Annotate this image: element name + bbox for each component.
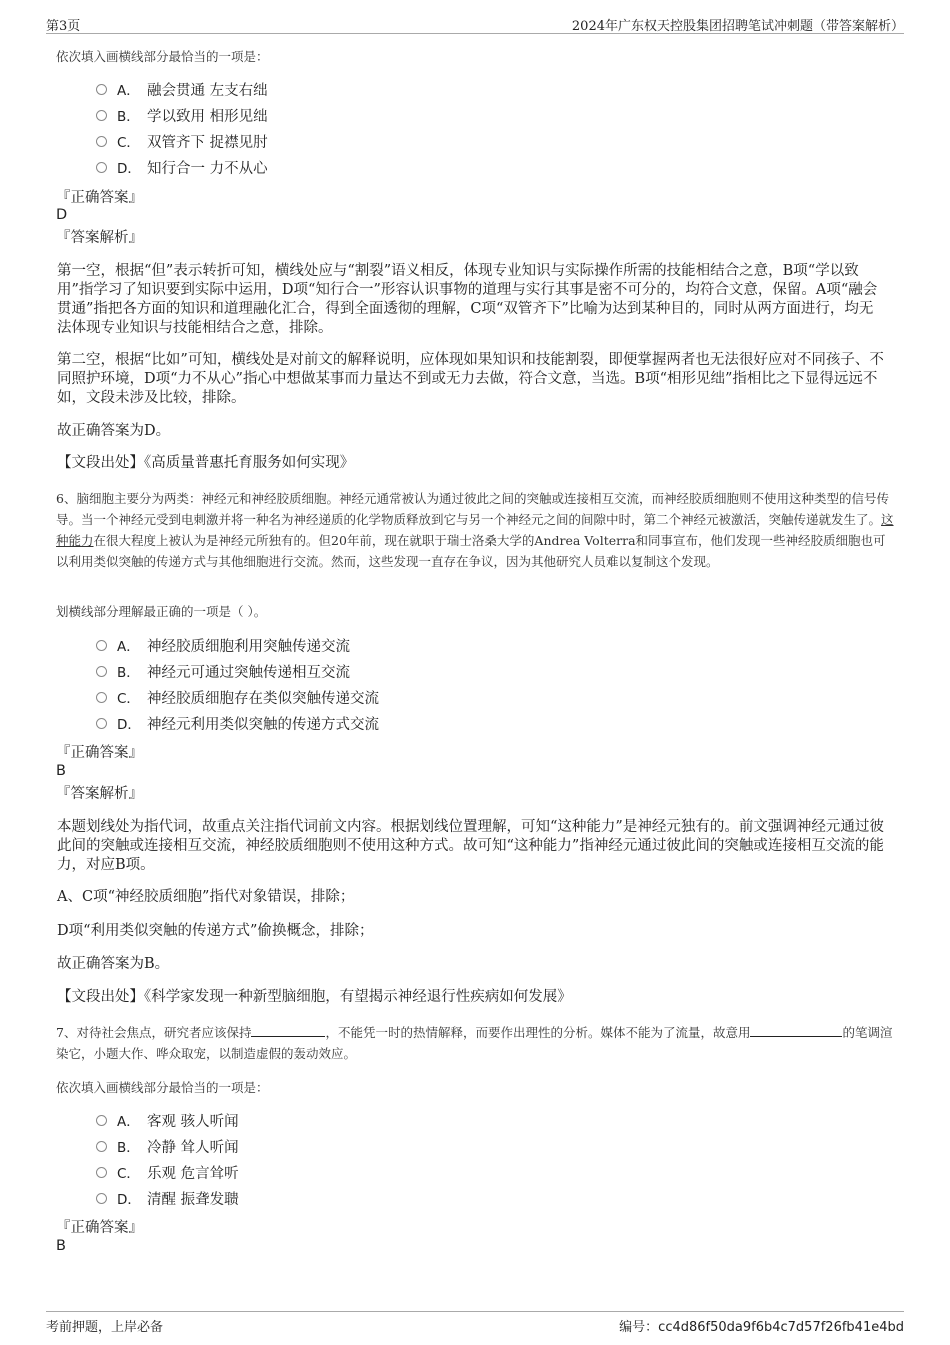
q7-answer: B xyxy=(56,1238,66,1254)
q6-answer: B xyxy=(56,763,66,779)
q6-stem: 6、脑细胞主要分为两类：神经元和神经胶质细胞。神经元通常被认为通过彼此之间的突触或连接相互交流，而神经胶质细胞则不使用这种类型的信号传导。当一个神经元受到电刺激并将一种名为神经递质的化学物质释放到它与另一个神经元之间的间隙中时，第二个神经元被激活，突触传递就发生了。这种能力在很大程度上被认为是神经元所独有的。但20年前，现在就职于瑞士洛桑大学的Andrea Volterra和同事宣布，他们发现一些神经胶质细胞也可以利用类似突触的传递方式与其他细胞进行交流。然而，这些发现一直存在争议，因为其他研究人员难以复制这个发现。 xyxy=(56,491,894,569)
radio-icon[interactable] xyxy=(96,1115,107,1126)
q7-option-d[interactable]: D． 清醒 振聋发聩 xyxy=(96,1189,239,1211)
q5-option-d[interactable]: D． 知行合一 力不从心 xyxy=(96,158,268,180)
page-header xyxy=(46,13,904,34)
q5-prompt: 依次填入画横线部分最恰当的一项是： xyxy=(56,49,269,64)
page-number: 第3页 xyxy=(46,19,81,34)
q5-analysis-conclusion: 故正确答案为D。 xyxy=(57,423,171,439)
q6-option-c[interactable]: C． 神经胶质细胞存在类似突触传递交流 xyxy=(96,688,379,710)
radio-icon[interactable] xyxy=(96,666,107,677)
q5-source: 【文段出处】《高质量普惠托育服务如何实现》 xyxy=(57,455,355,471)
q5-option-b[interactable]: B． 学以致用 相形见绌 xyxy=(96,106,268,128)
q7-stem: 7、对待社会焦点，研究者应该保持 ，不能凭一时的热情解释，而要作出理性的分析。媒体不能为了流量，故意用 的笔调渲染它，小题大作、哗众取宠，以制造虚假的轰动效应。 xyxy=(56,1025,893,1061)
q5-analysis-label: 『答案解析』 xyxy=(56,230,143,246)
radio-icon[interactable] xyxy=(96,1167,107,1178)
q6-option-a[interactable]: A． 神经胶质细胞利用突触传递交流 xyxy=(96,636,350,658)
q5-analysis-para-1: 第一空，根据“但”表示转折可知，横线处应与“割裂”语义相反，体现专业知识与实际操作所需的技能相结合之意，B项“学以致用”指学习了知识要到实际中运用，D项“知行合一”形容认识事物的道理与实行其事是密不可分的，均符合文意，保留。A项“融会贯通”指把各方面的知识和道理融化汇合，得到全面透彻的理解，C项“双管齐下”比喻为达到某种目的，同时从两方面进行，均无法体现专业知识与技能相结合之意，排除。 xyxy=(57,263,878,336)
radio-icon[interactable] xyxy=(96,84,107,95)
q5-answer-label: 『正确答案』 xyxy=(56,190,143,206)
q5-answer: D xyxy=(56,207,68,223)
q6-answer-label: 『正确答案』 xyxy=(56,745,143,761)
footer-slogan: 考前押题，上岸必备 xyxy=(46,1320,164,1335)
q6-option-d[interactable]: D． 神经元利用类似突触的传递方式交流 xyxy=(96,714,379,736)
q6-source: 【文段出处】《科学家发现一种新型脑细胞，有望揭示神经退行性疾病如何发展》 xyxy=(57,989,572,1005)
q6-prompt: 划横线部分理解最正确的一项是（ ）。 xyxy=(56,604,267,619)
radio-icon[interactable] xyxy=(96,1141,107,1152)
q7-blank-2 xyxy=(750,1024,842,1037)
radio-icon[interactable] xyxy=(96,718,107,729)
radio-icon[interactable] xyxy=(96,640,107,651)
q5-option-a[interactable]: A． 融会贯通 左支右绌 xyxy=(96,80,268,102)
q7-blank-1 xyxy=(251,1024,325,1037)
radio-icon[interactable] xyxy=(96,1193,107,1204)
q6-analysis-para-3: D项“利用类似突触的传递方式”偷换概念，排除； xyxy=(57,923,374,939)
q6-option-b[interactable]: B． 神经元可通过突触传递相互交流 xyxy=(96,662,350,684)
radio-icon[interactable] xyxy=(96,162,107,173)
document-title: 2024年广东权天控股集团招聘笔试冲刺题（带答案解析） xyxy=(571,19,904,34)
q7-option-a[interactable]: A． 客观 骇人听闻 xyxy=(96,1111,239,1133)
q7-option-b[interactable]: B． 冷静 耸人听闻 xyxy=(96,1137,239,1159)
radio-icon[interactable] xyxy=(96,110,107,121)
q7-prompt: 依次填入画横线部分最恰当的一项是： xyxy=(56,1080,269,1095)
q6-analysis-para-2: A、C项“神经胶质细胞”指代对象错误，排除； xyxy=(57,889,355,905)
q7-option-c[interactable]: C． 乐观 危言耸听 xyxy=(96,1163,239,1185)
q5-analysis-para-2: 第二空，根据“比如”可知，横线处是对前文的解释说明，应体现如果知识和技能割裂，即便掌握两者也无法很好应对不同孩子、不同照护环境，D项“力不从心”指心中想做某事而力量达不到或无力去做，符合文意，当选。B项“相形见绌”指相比之下显得远远不如，文段未涉及比较，排除。 xyxy=(57,352,884,406)
page-footer xyxy=(46,1311,904,1338)
radio-icon[interactable] xyxy=(96,136,107,147)
q5-option-c[interactable]: C． 双管齐下 捉襟见肘 xyxy=(96,132,268,154)
document-code: 编号：cc4d86f50da9f6b4c7d57f26fb41e4bd xyxy=(619,1320,904,1335)
radio-icon[interactable] xyxy=(96,692,107,703)
q6-underlined-phrase: 这种能力 xyxy=(56,512,894,548)
q6-analysis-conclusion: 故正确答案为B。 xyxy=(57,956,170,972)
q7-answer-label: 『正确答案』 xyxy=(56,1220,143,1236)
q6-analysis-label: 『答案解析』 xyxy=(56,786,143,802)
q6-analysis-para-1: 本题划线处为指代词，故重点关注指代词前文内容。根据划线位置理解，可知“这种能力”是神经元独有的。前文强调神经元通过彼此间的突触或连接相互交流，神经胶质细胞则不使用这种方式。故可知“这种能力”指神经元通过彼此间的突触或连接相互交流的能力，对应B项。 xyxy=(57,819,884,873)
